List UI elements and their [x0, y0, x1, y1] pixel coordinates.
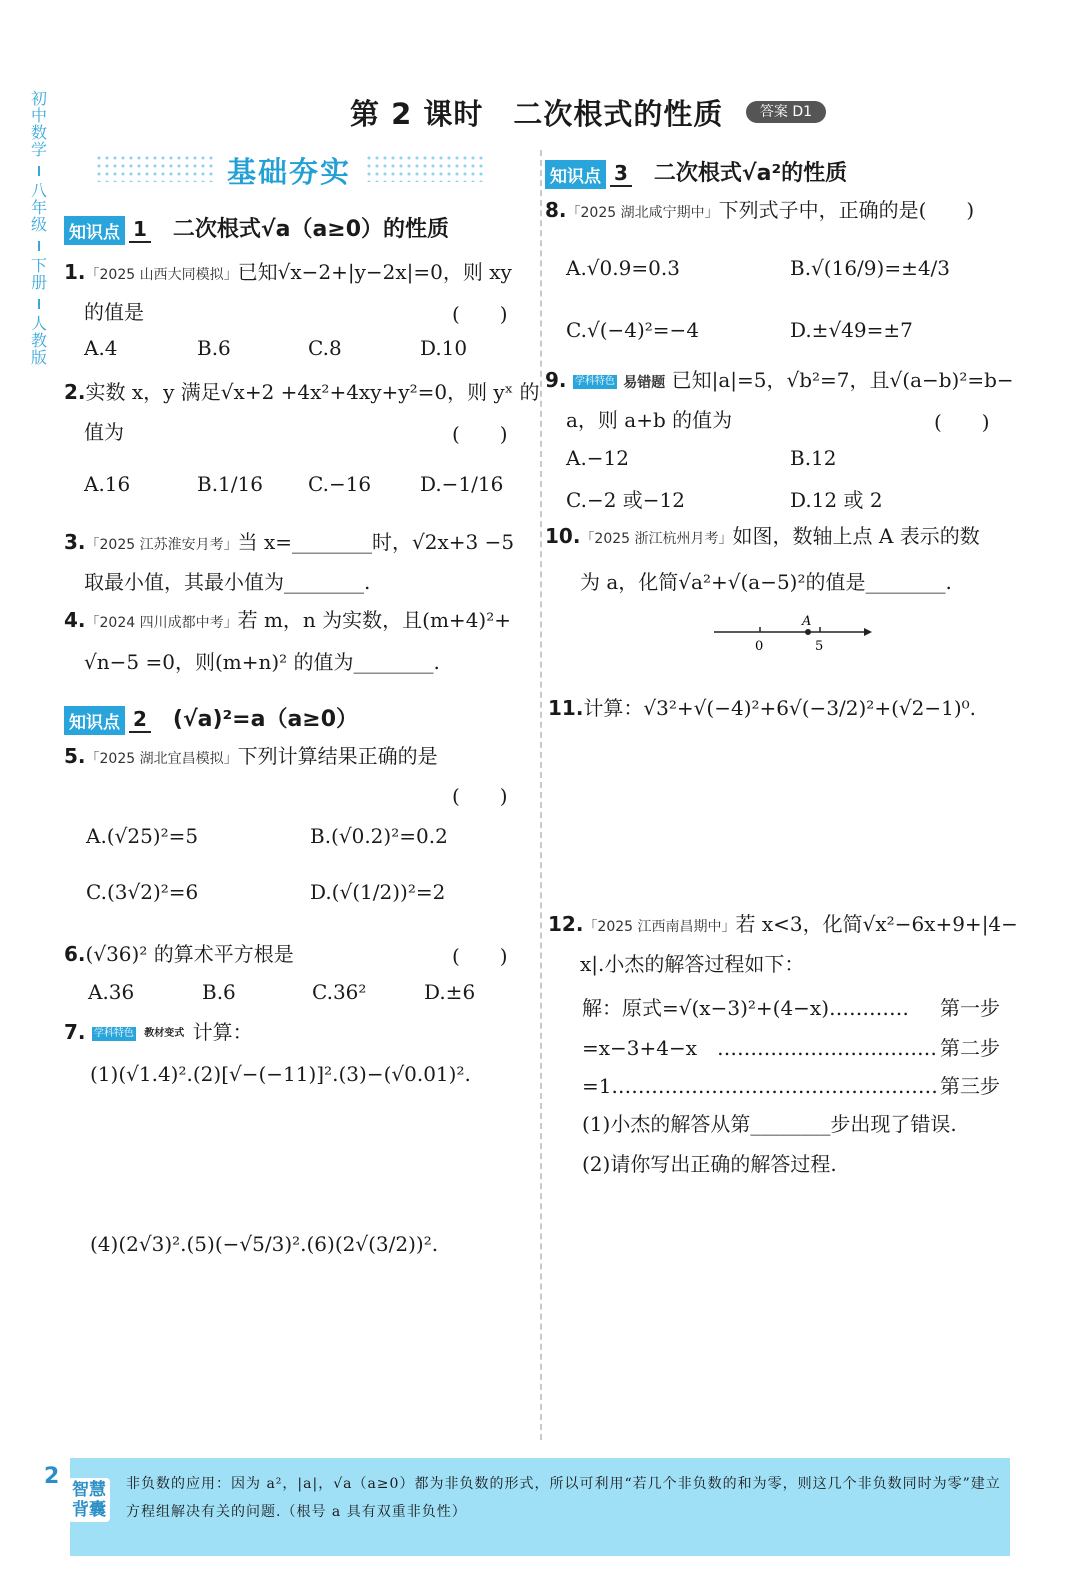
solution-step-1: 解：原式=√(x−3)²+(4−x)…………: [582, 996, 910, 1020]
column-divider: [540, 150, 542, 1440]
question-11: 11.计算：√3²+√(−4)²+6√(−3/2)²+(√2−1)⁰.: [548, 696, 977, 720]
question-5: 5.「2025 湖北宜昌模拟」下列计算结果正确的是: [64, 744, 438, 768]
option: A.√0.9=0.3: [566, 256, 680, 280]
option: B.√(16/9)=±4/3: [790, 256, 951, 280]
question-9: 9. 学科特色 易错题 已知|a|=5，√b²=7，且√(a−b)²=b−: [545, 368, 1014, 392]
question-source: 「2025 山西大同模拟」: [85, 267, 238, 283]
option: C.36²: [312, 980, 367, 1004]
answer-paren: ( ): [452, 422, 508, 446]
option: A.36: [88, 980, 135, 1004]
answer-paren: ( ): [934, 410, 990, 434]
sub-question-2: (2)请你写出正确的解答过程.: [582, 1152, 837, 1176]
question-9-line2: a，则 a+b 的值为: [566, 408, 733, 432]
answer-paren: ( ): [452, 784, 508, 808]
point-a: [805, 629, 811, 635]
question-4-line2: √n−5 =0，则(m+n)² 的值为________.: [84, 650, 440, 674]
answer-tag: 答案 D1: [746, 101, 826, 123]
option: D.12 或 2: [790, 488, 883, 512]
decor-dots-right: [365, 154, 485, 182]
step-label: 第一步: [940, 996, 1000, 1020]
question-3-line2: 取最小值，其最小值为________.: [84, 570, 371, 594]
question-1-line2: 的值是: [84, 300, 144, 324]
question-12-line2: x|.小杰的解答过程如下：: [580, 952, 805, 976]
question-2: 2.实数 x，y 满足√x+2 +4x²+4xy+y²=0，则 yˣ 的: [64, 380, 540, 404]
knowledge-point-3: 知识点 3 二次根式√a²的性质: [545, 156, 847, 189]
banner-title: 基础夯实: [227, 155, 352, 189]
kp-title: 二次根式√a（a≥0）的性质: [172, 217, 450, 242]
option: B.6: [202, 980, 236, 1004]
sidebar-segment: 初中数学: [30, 89, 47, 159]
question-3: 3.「2025 江苏淮安月考」当 x=________时，√2x+3 −5: [64, 530, 515, 554]
tip-label: 智慧背囊: [68, 1478, 110, 1522]
option: B.12: [790, 446, 837, 470]
decor-dots-left: [95, 154, 215, 182]
question-1: 1.「2025 山西大同模拟」已知√x−2+|y−2x|=0，则 xy: [64, 260, 512, 284]
option: A.4: [84, 336, 118, 360]
question-10: 10.「2025 浙江杭州月考」如图，数轴上点 A 表示的数: [545, 524, 980, 548]
question-7-line2: (1)(√1.4)².(2)[√−(−11)]².(3)−(√0.01)².: [90, 1062, 471, 1086]
page-title: 第 2 课时 二次根式的性质: [350, 97, 724, 131]
question-7-line3: (4)(2√3)².(5)(−√5/3)².(6)(2√(3/2))².: [90, 1232, 439, 1256]
label-five: 5: [815, 639, 824, 654]
question-7: 7. 学科特色 教材变式 计算：: [64, 1020, 253, 1044]
kp-tag: 知识点: [64, 216, 125, 245]
subject-badge: 学科特色: [574, 375, 615, 387]
solution-step-3: =1.…………………………………………: [582, 1074, 938, 1098]
option: D.10: [420, 336, 468, 360]
sub-question-1: (1)小杰的解答从第________步出现了错误.: [582, 1112, 957, 1136]
option: A.(√25)²=5: [86, 824, 199, 848]
answer-paren: ( ): [452, 944, 508, 968]
sidebar-segment: 人教版: [30, 314, 47, 367]
option: A.16: [84, 472, 131, 496]
question-8: 8.「2025 湖北咸宁期中」下列式子中，正确的是( ): [545, 198, 975, 222]
question-4: 4.「2024 四川成都中考」若 m，n 为实数，且(m+4)²+: [64, 608, 511, 632]
label-zero: 0: [755, 639, 764, 654]
section-banner: [95, 150, 485, 189]
option: A.−12: [566, 446, 630, 470]
knowledge-point-2: 知识点 2 (√a)²=a（a≥0）: [64, 702, 358, 735]
question-6: 6.(√36)² 的算术平方根是: [64, 942, 294, 966]
option: B.6: [197, 336, 231, 360]
option: D.±√49=±7: [790, 318, 913, 342]
option: B.1/16: [197, 472, 263, 496]
option: B.(√0.2)²=0.2: [310, 824, 448, 848]
question-10-line2: 为 a，化简√a²+√(a−5)²的值是________.: [580, 570, 952, 594]
axis-arrow: [864, 628, 872, 636]
error-prone-tag: 易错题: [623, 375, 666, 391]
subject-badge: 学科特色: [93, 1027, 134, 1039]
option: D.−1/16: [420, 472, 504, 496]
option: D.±6: [424, 980, 476, 1004]
solution-step-2: =x−3+4−x ……………………………: [582, 1036, 938, 1060]
textbook-badge: 教材变式: [144, 1027, 185, 1039]
option: C.8: [308, 336, 342, 360]
knowledge-point-1: [64, 212, 449, 245]
option: C.(3√2)²=6: [86, 880, 199, 904]
step-label: 第二步: [940, 1036, 1000, 1060]
option: D.(√(1/2))²=2: [310, 880, 446, 904]
option: C.√(−4)²=−4: [566, 318, 700, 342]
option: C.−2 或−12: [566, 488, 685, 512]
option: C.−16: [308, 472, 372, 496]
subject-sidebar: [28, 90, 50, 374]
tip-text: 非负数的应用：因为 a²，|a|，√a（a≥0）都为非负数的形式，所以可利用“若几个非负数的和为零，则这几个非负数同时为零”建立方程组解决有关的问题.（根号 a 具有双重非负性）: [126, 1476, 1001, 1520]
label-a: A: [802, 614, 812, 629]
kp-number: 1: [129, 217, 151, 243]
question-12: 12.「2025 江西南昌期中」若 x<3，化简√x²−6x+9+|4−: [548, 912, 1018, 936]
sidebar-segment: 下册: [30, 256, 47, 292]
page-number: 2: [44, 1464, 60, 1489]
question-2-line2: 值为: [84, 420, 124, 444]
number-line-figure: [710, 612, 880, 656]
answer-paren: ( ): [452, 302, 508, 326]
sidebar-segment: 八年级: [30, 181, 47, 234]
step-label: 第三步: [940, 1074, 1000, 1098]
